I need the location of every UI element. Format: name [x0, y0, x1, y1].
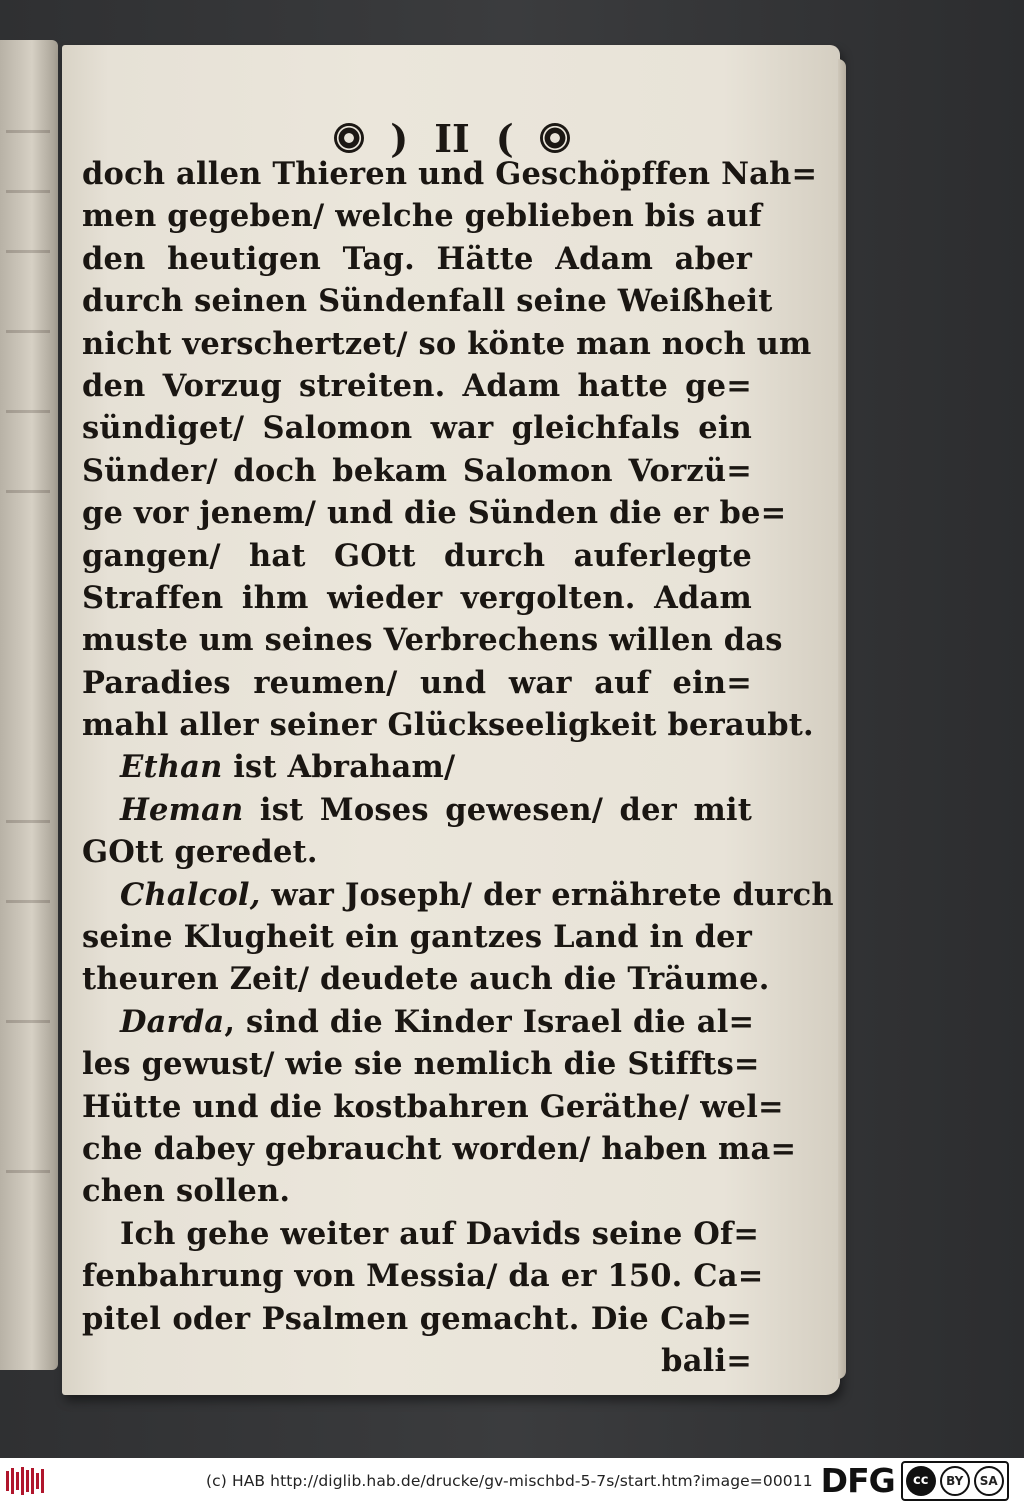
ethan-text: ist Abraham/ — [222, 749, 456, 786]
cc-icon: cc — [906, 1466, 936, 1496]
cc-sa-icon: SA — [974, 1466, 1004, 1496]
text-line: Paradies reumen/ und war auf ein= — [82, 664, 752, 701]
text-line: GOtt geredet. — [82, 834, 318, 871]
text-line: gangen/ hat GOtt durch auferlegte — [82, 537, 752, 574]
catchword: bali= — [661, 1342, 752, 1379]
text-line: ge vor jenem/ und die Sünden die er be= — [82, 495, 787, 532]
text-line: nicht verschertzet/ so könte man noch um — [82, 325, 812, 362]
dfg-logo: DFG — [820, 1461, 895, 1500]
text-line: doch allen Thieren und Geschöpffen Nah= — [82, 156, 818, 192]
chalcol-name: Chalcol, — [120, 876, 261, 913]
text-line: Sünder/ doch bekam Salomon Vorzü= — [82, 452, 752, 489]
cc-license-badge[interactable] — [901, 1461, 1009, 1501]
header-left-paren: ) — [390, 115, 409, 161]
heman-line — [82, 789, 752, 831]
text-line: les gewust/ wie sie nemlich die Stiffts= — [82, 1046, 760, 1083]
text-line: Ich gehe weiter auf Davids seine Of= — [120, 1215, 760, 1252]
text-line: fenbahrung von Messia/ da er 150. Ca= — [82, 1258, 764, 1295]
text-line: seine Klugheit ein gantzes Land in der — [82, 919, 752, 956]
text-line: Hütte und die kostbahren Geräthe/ wel= — [82, 1088, 784, 1125]
text-line: Straffen ihm wieder vergolten. Adam — [82, 579, 752, 616]
previous-page-edge — [0, 40, 58, 1370]
rosette-ornament-icon — [334, 123, 364, 153]
text-line: sündiget/ Salomon war gleichfals ein — [82, 410, 752, 447]
text-line: chen sollen. — [82, 1173, 291, 1210]
text-line: durch seinen Sündenfall seine Weißheit — [82, 283, 773, 320]
footer-bar — [0, 1458, 1024, 1503]
rosette-ornament-icon — [540, 123, 570, 153]
text-line: den Vorzug streiten. Adam hatte ge= — [82, 367, 752, 404]
copyright-link[interactable]: (c) HAB http://diglib.hab.de/drucke/gv-mischbd-5-7s/start.htm?image=00011 — [206, 1471, 813, 1490]
header-right-paren: ( — [495, 115, 514, 161]
ethan-line — [82, 746, 752, 788]
cc-by-icon: BY — [940, 1466, 970, 1496]
chalcol-line — [82, 874, 834, 916]
text-line: pitel oder Psalmen gemacht. Die Cab= — [82, 1300, 752, 1337]
darda-name: Darda — [120, 1003, 225, 1040]
heman-name: Heman — [120, 791, 244, 828]
text-line: muste um seines Verbrechens willen das — [82, 622, 783, 659]
ethan-name: Ethan — [120, 749, 223, 786]
text-line: den heutigen Tag. Hätte Adam aber — [82, 240, 752, 277]
chalcol-text: war Joseph/ der ernährete durch — [260, 876, 834, 913]
text-line: men gegeben/ welche geblieben bis auf — [82, 198, 762, 235]
text-line: mahl aller seiner Glückseeligkeit beraubt. — [82, 707, 814, 744]
book-page — [62, 45, 840, 1395]
darda-text: , sind die Kinder Israel die al= — [224, 1003, 755, 1040]
text-line: che dabey gebraucht worden/ haben ma= — [82, 1130, 797, 1167]
body-text — [82, 153, 834, 1382]
heman-text: ist Moses gewesen/ der mit — [243, 791, 752, 828]
hab-logo-icon — [6, 1466, 46, 1496]
darda-line — [82, 1001, 755, 1043]
text-line: theuren Zeit/ deudete auch die Träume. — [82, 961, 770, 998]
page-edge — [838, 59, 846, 1379]
page-number: II — [434, 115, 470, 161]
